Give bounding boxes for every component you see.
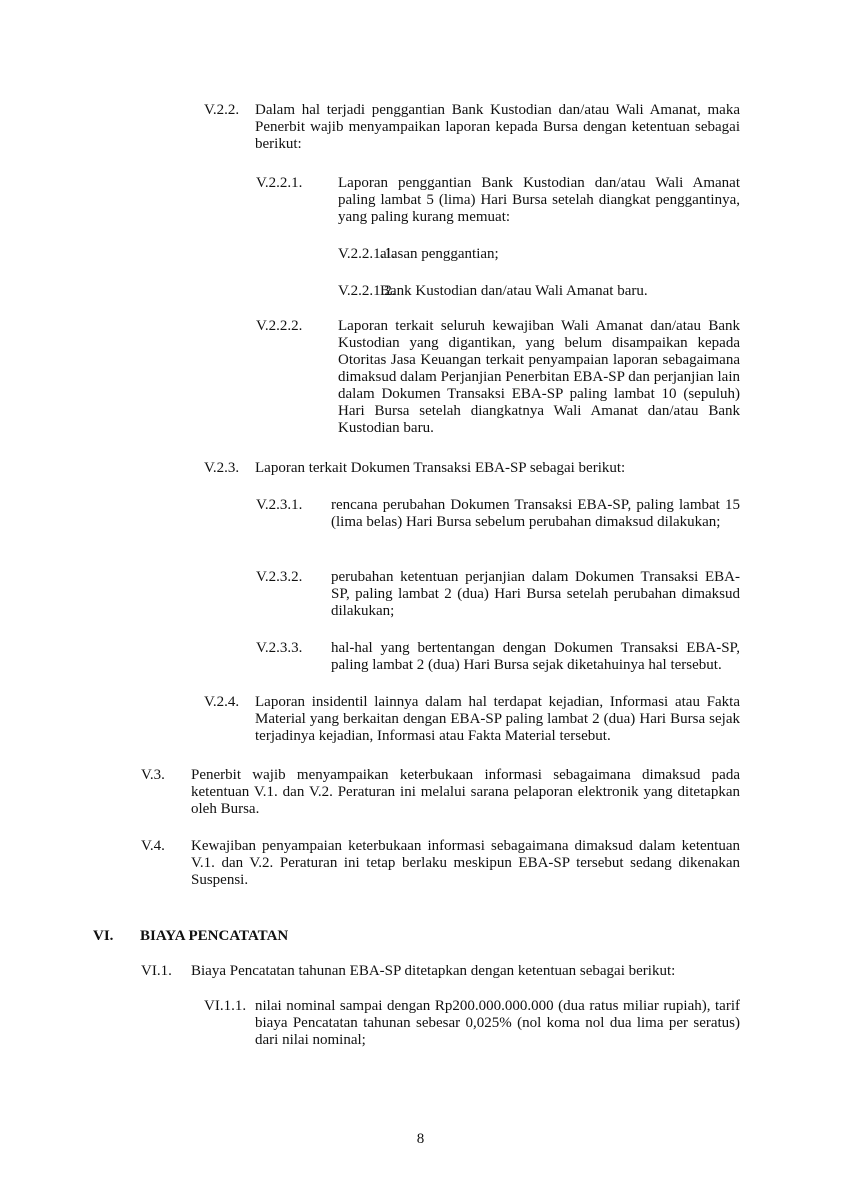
section-title: BIAYA PENCATATAN <box>140 928 289 944</box>
clause-number: VI.1. <box>141 963 172 979</box>
clause-number: V.2.2.1.2. <box>338 283 396 299</box>
clause-text: Laporan terkait Dokumen Transaksi EBA-SP sebagai berikut: <box>255 460 626 476</box>
clause-text: Dalam hal terjadi penggantian Bank Kustodian dan/atau Wali Amanat, maka Penerbit wajib menyampaikan laporan kepada Bursa dengan ketentuan sebagai berikut: <box>255 102 740 152</box>
clause-number: VI.1.1. <box>204 998 247 1014</box>
clause-text: hal-hal yang bertentangan dengan Dokumen Transaksi EBA-SP, paling lambat 2 (dua) Hari Bursa sejak diketahuinya hal tersebut. <box>331 640 740 673</box>
clause-number: V.2.2.2. <box>256 318 303 334</box>
clause-text: perubahan ketentuan perjanjian dalam Dokumen Transaksi EBA-SP, paling lambat 2 (dua) Hari Bursa setelah perubahan dimaksud dilakukan; <box>331 569 740 619</box>
clause-number: V.2.3.3. <box>256 640 303 656</box>
clause-text: Laporan penggantian Bank Kustodian dan/atau Wali Amanat paling lambat 5 (lima) Hari Bursa setelah diangkat penggantinya, yang paling kurang memuat: <box>338 175 740 225</box>
clause-text: Penerbit wajib menyampaikan keterbukaan informasi sebagaimana dimaksud pada ketentuan V.1. dan V.2. Peraturan ini melalui sarana pelaporan elektronik yang ditetapkan oleh Bursa. <box>191 767 740 817</box>
clause-number: V.4. <box>141 838 165 854</box>
clause-number: V.2.2.1.1. <box>338 246 396 262</box>
clause-text: Laporan terkait seluruh kewajiban Wali Amanat dan/atau Bank Kustodian yang digantikan, yang belum disampaikan kepada Otoritas Jasa Keuangan terkait penyampaian laporan sebagaimana dimaksud dalam Perjanjian Penerbitan EBA-SP dan perjanjian lain dalam Dokumen Transaksi EBA-SP paling lambat 10 (sepuluh) Hari Bursa setelah diangkatnya Wali Amanat dan/atau Bank Kustodian baru. <box>338 318 740 436</box>
page-number: 8 <box>416 1131 425 1147</box>
clause-number: V.2.3.1. <box>256 497 303 513</box>
clause-text: Bank Kustodian dan/atau Wali Amanat baru. <box>380 283 648 299</box>
clause-number: V.2.3.2. <box>256 569 303 585</box>
clause-text: alasan penggantian; <box>380 246 499 262</box>
clause-text: Biaya Pencatatan tahunan EBA-SP ditetapkan dengan ketentuan sebagai berikut: <box>191 963 676 979</box>
clause-number: V.2.2. <box>204 102 240 118</box>
clause-text: Kewajiban penyampaian keterbukaan informasi sebagaimana dimaksud dalam ketentuan V.1. dan V.2. Peraturan ini tetap berlaku meskipun EBA-SP tersebut sedang dikenakan Suspensi. <box>191 838 740 888</box>
clause-text: rencana perubahan Dokumen Transaksi EBA-SP, paling lambat 15 (lima belas) Hari Bursa sebelum perubahan dimaksud dilakukan; <box>331 497 740 530</box>
clause-number: V.3. <box>141 767 165 783</box>
clause-text: nilai nominal sampai dengan Rp200.000.000.000 (dua ratus miliar rupiah), tarif biaya Pencatatan tahunan sebesar 0,025% (nol koma nol dua lima per seratus) dari nilai nominal; <box>255 998 740 1048</box>
clause-text: Laporan insidentil lainnya dalam hal terdapat kejadian, Informasi atau Fakta Material yang berkaitan dengan EBA-SP paling lambat 2 (dua) Hari Bursa sejak terjadinya kejadian, Informasi atau Fakta Material tersebut. <box>255 694 740 744</box>
section-number: VI. <box>93 928 114 944</box>
clause-number: V.2.4. <box>204 694 240 710</box>
clause-number: V.2.2.1. <box>256 175 303 191</box>
clause-number: V.2.3. <box>204 460 240 476</box>
